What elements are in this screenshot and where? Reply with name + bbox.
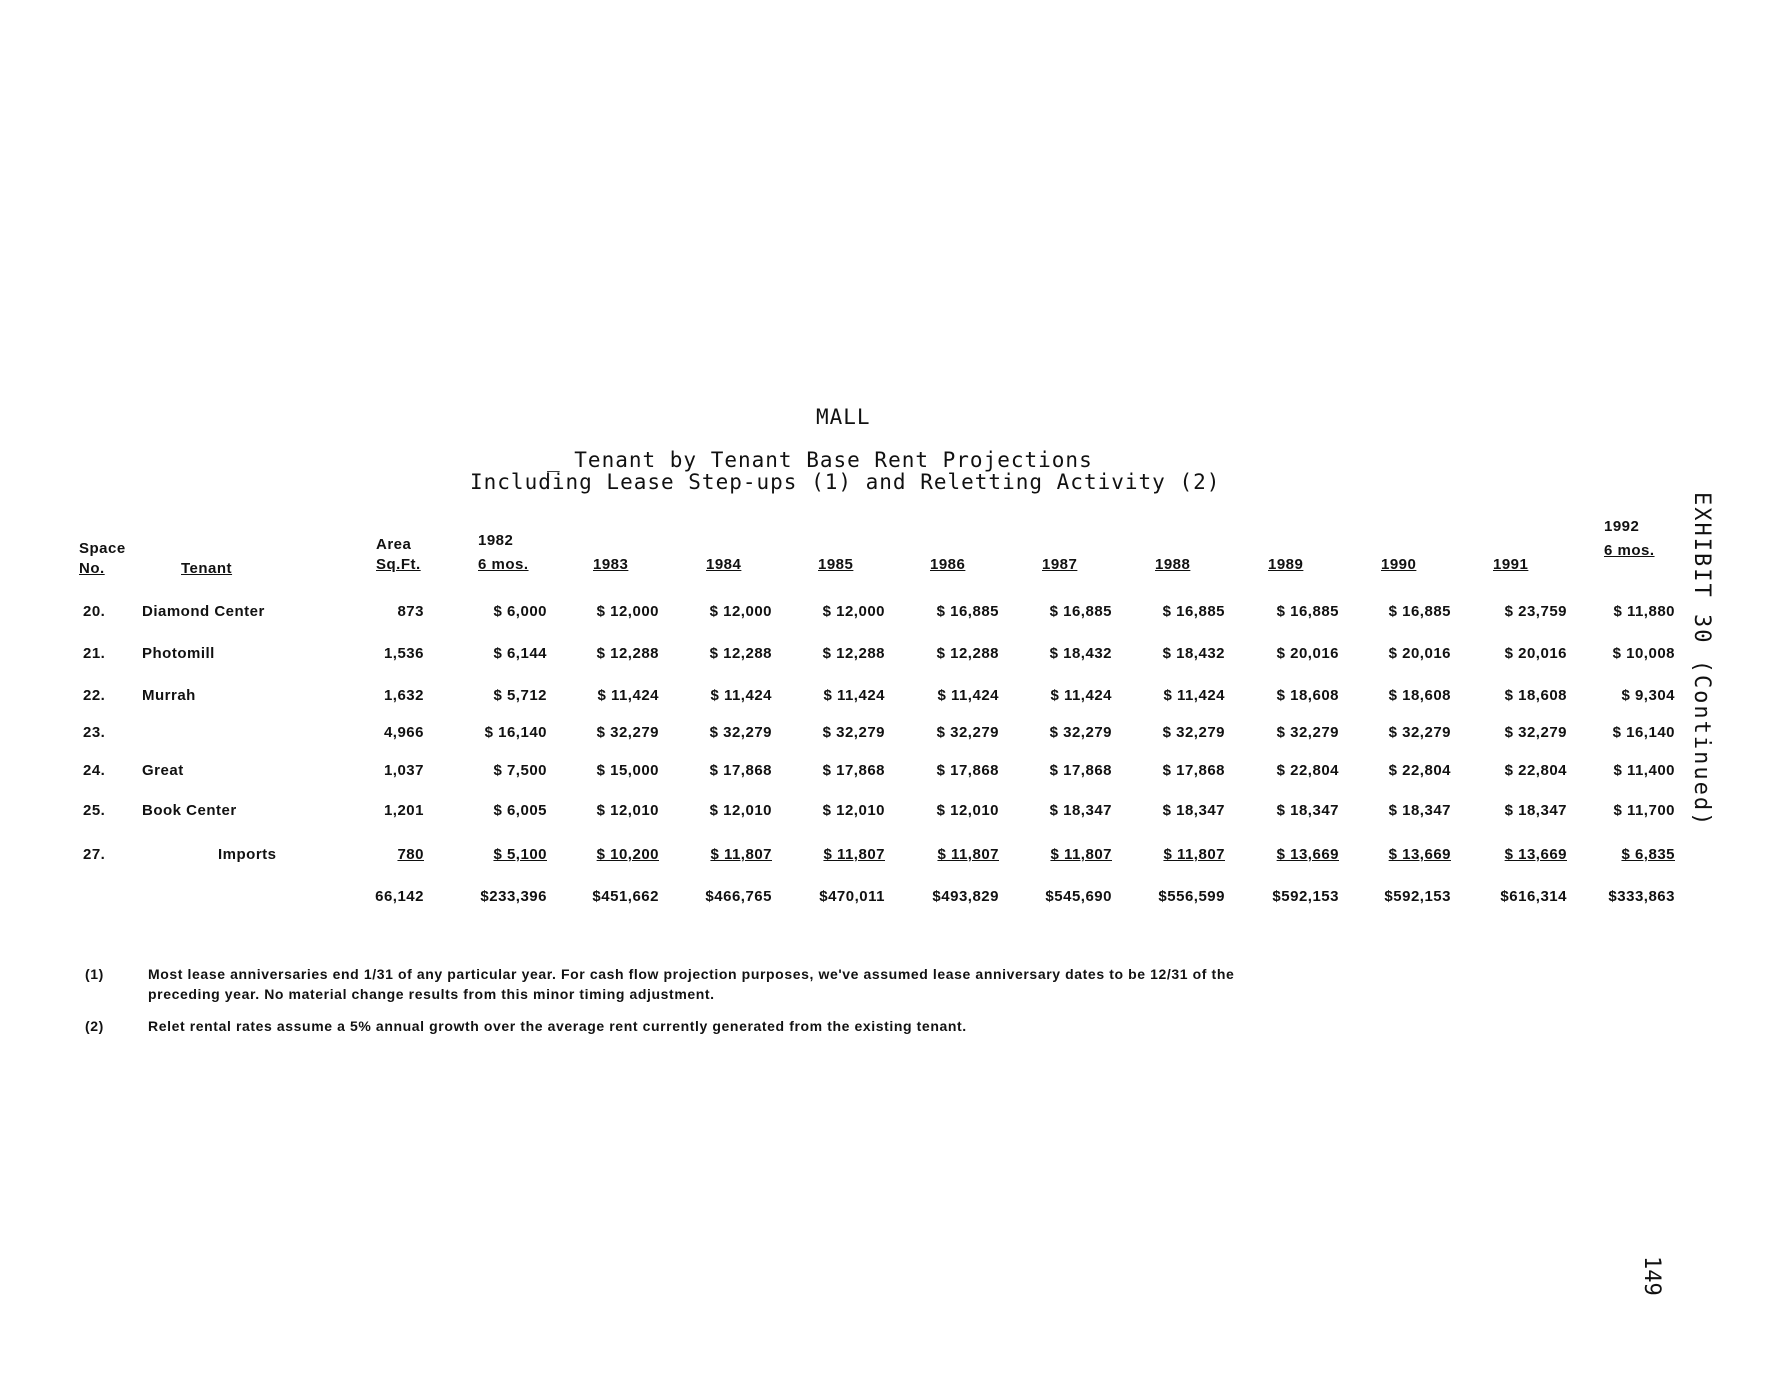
total-rent: $451,662: [592, 888, 659, 905]
cell-rent: $ 18,608: [1388, 687, 1451, 704]
cell-rent: $ 18,432: [1049, 645, 1112, 662]
cell-rent: $ 18,608: [1276, 687, 1339, 704]
cell-rent: $ 16,885: [1049, 603, 1112, 620]
cell-rent: $ 13,669: [1388, 846, 1451, 863]
cell-rent: $ 20,016: [1504, 645, 1567, 662]
cell-rent: $ 15,000: [596, 762, 659, 779]
cell-tenant: Murrah: [142, 687, 196, 704]
cell-rent: $ 6,835: [1621, 846, 1675, 863]
cell-rent: $ 32,279: [1276, 724, 1339, 741]
cell-rent: $ 5,712: [493, 687, 547, 704]
cell-rent: $ 18,608: [1504, 687, 1567, 704]
cell-rent: $ 17,868: [1049, 762, 1112, 779]
cell-rent: $ 11,807: [1050, 846, 1112, 863]
cell-rent: $ 18,347: [1049, 802, 1112, 819]
total-rent: $616,314: [1500, 888, 1567, 905]
cell-rent: $ 18,347: [1388, 802, 1451, 819]
cell-rent: $ 16,885: [1388, 603, 1451, 620]
footnote-text: Relet rental rates assume a 5% annual growth over the average rent currently generated from the existing tenant.: [148, 1018, 967, 1034]
total-rent: $333,863: [1608, 888, 1675, 905]
cell-rent: $ 12,000: [709, 603, 772, 620]
cell-rent: $ 12,288: [596, 645, 659, 662]
total-rent: $592,153: [1384, 888, 1451, 905]
cell-space-no: 23.: [83, 724, 106, 741]
cell-rent: $ 11,807: [1163, 846, 1225, 863]
cell-rent: $ 20,016: [1276, 645, 1339, 662]
cell-space-no: 27.: [83, 846, 106, 863]
cell-rent: $ 10,200: [596, 846, 659, 863]
header-year: 1987: [1042, 556, 1078, 573]
cell-rent: $ 11,700: [1613, 802, 1675, 819]
footnote-mark: (2): [85, 1018, 104, 1034]
cell-rent: $ 32,279: [1162, 724, 1225, 741]
cell-rent: $ 9,304: [1621, 687, 1675, 704]
header-1992-top: 1992: [1604, 518, 1640, 535]
cell-rent: $ 32,279: [936, 724, 999, 741]
cell-rent: $ 32,279: [1504, 724, 1567, 741]
cell-rent: $ 23,759: [1504, 603, 1567, 620]
cell-rent: $ 18,347: [1276, 802, 1339, 819]
total-rent: $556,599: [1158, 888, 1225, 905]
cell-rent: $ 12,010: [822, 802, 885, 819]
cell-rent: $ 12,000: [822, 603, 885, 620]
cell-rent: $ 17,868: [1162, 762, 1225, 779]
exhibit-side-label: EXHIBIT 30 (Continued): [1689, 492, 1714, 828]
header-year: 1990: [1381, 556, 1417, 573]
cell-tenant: Imports: [218, 846, 277, 863]
cell-tenant: Diamond Center: [142, 603, 265, 620]
total-rent: $233,396: [480, 888, 547, 905]
cell-rent: $ 18,347: [1504, 802, 1567, 819]
footnote-text: Most lease anniversaries end 1/31 of any particular year. For cash flow projection purposes, we've assumed lease anniversary dates to be 12/31 of the: [148, 966, 1235, 982]
header-year: 1983: [593, 556, 629, 573]
cell-rent: $ 13,669: [1276, 846, 1339, 863]
cell-area: 1,037: [383, 762, 424, 779]
header-area-top: Area: [376, 536, 412, 553]
cell-rent: $ 6,000: [493, 603, 547, 620]
cell-rent: $ 22,804: [1388, 762, 1451, 779]
cell-rent: $ 11,424: [823, 687, 885, 704]
header-tenant: Tenant: [181, 560, 233, 577]
cell-rent: $ 11,424: [937, 687, 999, 704]
cell-rent: $ 10,008: [1612, 645, 1675, 662]
cell-rent: $ 32,279: [709, 724, 772, 741]
cell-space-no: 25.: [83, 802, 106, 819]
cell-area: 4,966: [383, 724, 424, 741]
cell-rent: $ 16,140: [484, 724, 547, 741]
header-area-bottom: Sq.Ft.: [376, 556, 421, 573]
cell-rent: $ 12,010: [936, 802, 999, 819]
cell-rent: $ 12,000: [596, 603, 659, 620]
total-rent: $545,690: [1045, 888, 1112, 905]
cell-space-no: 22.: [83, 687, 106, 704]
cell-rent: $ 11,880: [1613, 603, 1675, 620]
header-year: 1985: [818, 556, 854, 573]
cell-rent: $ 12,010: [709, 802, 772, 819]
cell-rent: $ 11,424: [710, 687, 772, 704]
total-area: 66,142: [375, 888, 424, 905]
cell-rent: $ 16,885: [1162, 603, 1225, 620]
cell-rent: $ 5,100: [493, 846, 547, 863]
cell-rent: $ 32,279: [1049, 724, 1112, 741]
cell-space-no: 20.: [83, 603, 106, 620]
header-1982-top: 1982: [478, 532, 514, 549]
cell-rent: $ 12,288: [709, 645, 772, 662]
cell-rent: $ 7,500: [493, 762, 547, 779]
cell-rent: $ 16,885: [936, 603, 999, 620]
cell-rent: $ 11,400: [1613, 762, 1675, 779]
cell-rent: $ 11,424: [1163, 687, 1225, 704]
cell-rent: $ 18,432: [1162, 645, 1225, 662]
cell-rent: $ 12,288: [822, 645, 885, 662]
cell-rent: $ 11,807: [710, 846, 772, 863]
cell-area: 1,536: [383, 645, 424, 662]
total-rent: $466,765: [705, 888, 772, 905]
cell-rent: $ 6,144: [493, 645, 547, 662]
cell-rent: $ 22,804: [1276, 762, 1339, 779]
header-year: 1988: [1155, 556, 1191, 573]
cell-tenant: Great: [142, 762, 184, 779]
page-number: 149: [1639, 1256, 1664, 1296]
cell-area: 1,201: [383, 802, 424, 819]
cell-area: 873: [397, 603, 424, 620]
subtitle-line-1: _ Tenant by Tenant Base Rent Projections: [547, 448, 1093, 472]
total-rent: $493,829: [932, 888, 999, 905]
header-space-bottom: No.: [79, 560, 105, 577]
total-rent: $470,011: [819, 888, 885, 905]
cell-rent: $ 20,016: [1388, 645, 1451, 662]
cell-rent: $ 16,885: [1276, 603, 1339, 620]
cell-rent: $ 17,868: [822, 762, 885, 779]
cell-rent: $ 32,279: [1388, 724, 1451, 741]
page-title: MALL: [816, 405, 871, 429]
cell-rent: $ 11,424: [1050, 687, 1112, 704]
header-year: 1989: [1268, 556, 1304, 573]
cell-area: 1,632: [383, 687, 424, 704]
footnote-mark: (1): [85, 966, 104, 982]
subtitle-line-2: Including Lease Step-ups (1) and Reletting Activity (2): [470, 470, 1221, 494]
cell-rent: $ 13,669: [1504, 846, 1567, 863]
header-space-top: Space: [79, 540, 126, 557]
footnote-text: preceding year. No material change results from this minor timing adjustment.: [148, 986, 715, 1002]
header-year: 1984: [706, 556, 742, 573]
cell-space-no: 24.: [83, 762, 106, 779]
cell-rent: $ 22,804: [1504, 762, 1567, 779]
cell-area: 780: [397, 846, 424, 863]
cell-rent: $ 11,807: [823, 846, 885, 863]
cell-rent: $ 6,005: [493, 802, 547, 819]
cell-rent: $ 17,868: [709, 762, 772, 779]
cell-tenant: Photomill: [142, 645, 215, 662]
total-rent: $592,153: [1272, 888, 1339, 905]
cell-rent: $ 12,288: [936, 645, 999, 662]
cell-rent: $ 16,140: [1612, 724, 1675, 741]
cell-rent: $ 32,279: [822, 724, 885, 741]
cell-rent: $ 32,279: [596, 724, 659, 741]
cell-rent: $ 11,807: [937, 846, 999, 863]
cell-rent: $ 17,868: [936, 762, 999, 779]
cell-rent: $ 18,347: [1162, 802, 1225, 819]
header-1982-bottom: 6 mos.: [478, 556, 529, 573]
cell-rent: $ 11,424: [597, 687, 659, 704]
cell-space-no: 21.: [83, 645, 106, 662]
cell-tenant: Book Center: [142, 802, 237, 819]
cell-rent: $ 12,010: [596, 802, 659, 819]
header-year: 1986: [930, 556, 966, 573]
header-year: 1991: [1493, 556, 1529, 573]
header-1992-bottom: 6 mos.: [1604, 542, 1655, 559]
